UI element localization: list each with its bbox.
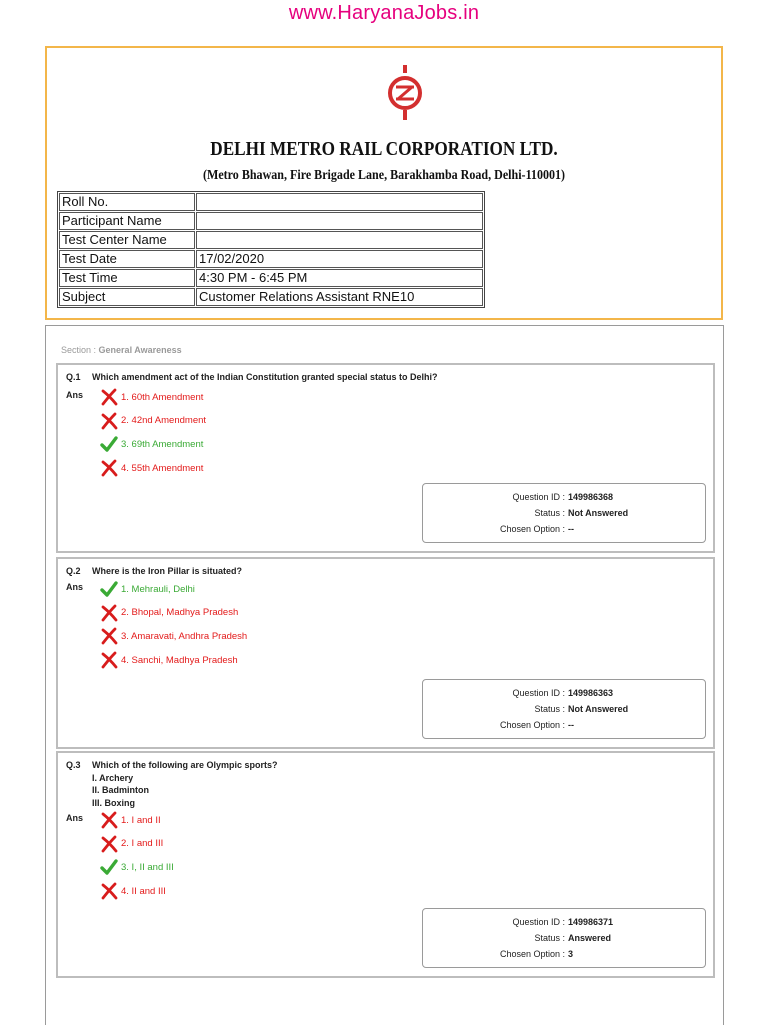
section-label: Section : General Awareness bbox=[61, 345, 182, 355]
info-value: Customer Relations Assistant RNE10 bbox=[196, 288, 483, 306]
info-row bbox=[59, 231, 483, 249]
info-label: Test Center Name bbox=[59, 231, 195, 249]
info-value bbox=[196, 212, 483, 230]
option-text: 4. II and III bbox=[121, 885, 166, 897]
question-status-panel bbox=[422, 908, 706, 968]
question-id-label: Question ID : bbox=[512, 917, 565, 927]
check-icon bbox=[100, 858, 118, 876]
cross-icon bbox=[100, 882, 118, 900]
question-id-label: Question ID : bbox=[512, 492, 565, 502]
option-text: 3. 69th Amendment bbox=[121, 438, 204, 450]
answer-option bbox=[100, 604, 238, 622]
check-icon bbox=[100, 435, 118, 453]
question-text bbox=[66, 565, 242, 578]
info-row bbox=[59, 212, 483, 230]
option-text: 3. Amaravati, Andhra Pradesh bbox=[121, 630, 248, 642]
cross-icon bbox=[100, 627, 118, 645]
corporation-name: DELHI METRO RAIL CORPORATION LTD. bbox=[210, 138, 558, 160]
chosen-option-value: -- bbox=[568, 524, 574, 534]
cross-icon bbox=[100, 651, 118, 669]
question-id-value: 149986368 bbox=[568, 492, 614, 502]
question-text bbox=[66, 759, 278, 809]
info-label: Test Time bbox=[59, 269, 195, 287]
site-url[interactable]: www.HaryanaJobs.in bbox=[288, 2, 480, 24]
info-row bbox=[59, 288, 483, 306]
info-value: 4:30 PM - 6:45 PM bbox=[196, 269, 483, 287]
question-id-label: Question ID : bbox=[512, 688, 565, 698]
question-block bbox=[56, 557, 715, 749]
answer-label: Ans bbox=[66, 582, 84, 592]
answer-option bbox=[100, 580, 195, 598]
option-text: 4. 55th Amendment bbox=[121, 462, 204, 474]
question-number: Q.3 bbox=[66, 760, 81, 770]
info-row bbox=[59, 193, 483, 211]
answer-option bbox=[100, 835, 163, 853]
cross-icon bbox=[100, 604, 118, 622]
answer-status-value: Not Answered bbox=[568, 508, 629, 518]
question-text bbox=[66, 371, 438, 384]
option-text: 1. I and II bbox=[121, 814, 161, 826]
chosen-option-label: Chosen Option : bbox=[499, 720, 565, 730]
response-sheet bbox=[45, 325, 724, 1025]
question-statement: III. Boxing bbox=[92, 797, 136, 808]
question-id-value: 149986363 bbox=[568, 688, 614, 698]
corporation-address: (Metro Bhawan, Fire Brigade Lane, Barakhamba Road, Delhi-110001) bbox=[202, 168, 566, 183]
question-status-panel bbox=[422, 679, 706, 739]
chosen-option-label: Chosen Option : bbox=[499, 524, 565, 534]
question-id-value: 149986371 bbox=[568, 917, 614, 927]
info-value: 17/02/2020 bbox=[196, 250, 483, 268]
answer-option bbox=[100, 435, 203, 453]
cross-icon bbox=[100, 835, 118, 853]
answer-option bbox=[100, 651, 238, 669]
chosen-option-label: Chosen Option : bbox=[499, 949, 565, 959]
answer-status-label: Status : bbox=[534, 704, 565, 714]
candidate-info-table bbox=[57, 191, 485, 308]
info-label: Roll No. bbox=[59, 193, 195, 211]
answer-option bbox=[100, 882, 166, 900]
answer-status-value: Not Answered bbox=[568, 704, 629, 714]
question-statement: I. Archery bbox=[92, 772, 134, 783]
info-label: Participant Name bbox=[59, 212, 195, 230]
chosen-option-value: -- bbox=[568, 720, 574, 730]
question-stem: Where is the Iron Pillar is situated? bbox=[92, 566, 243, 576]
answer-status-value: Answered bbox=[568, 933, 612, 943]
question-number: Q.2 bbox=[66, 566, 81, 576]
info-value bbox=[196, 193, 483, 211]
question-statement: II. Badminton bbox=[92, 785, 149, 795]
answer-option bbox=[100, 412, 206, 430]
answer-status-label: Status : bbox=[534, 508, 565, 518]
answer-label: Ans bbox=[66, 390, 84, 400]
answer-option bbox=[100, 459, 203, 477]
question-number: Q.1 bbox=[66, 372, 81, 382]
info-label: Subject bbox=[59, 288, 195, 306]
check-icon bbox=[100, 580, 118, 598]
answer-label: Ans bbox=[66, 813, 84, 823]
info-label: Test Date bbox=[59, 250, 195, 268]
cross-icon bbox=[100, 412, 118, 430]
question-block bbox=[56, 751, 715, 978]
exam-header bbox=[45, 46, 723, 320]
answer-option bbox=[100, 627, 247, 645]
chosen-option-value: 3 bbox=[568, 949, 574, 959]
option-text: 3. I, II and III bbox=[121, 861, 174, 873]
option-text: 1. 60th Amendment bbox=[121, 391, 204, 403]
answer-option bbox=[100, 811, 161, 829]
question-block bbox=[56, 363, 715, 553]
cross-icon bbox=[100, 459, 118, 477]
answer-option bbox=[100, 858, 174, 876]
option-text: 2. 42nd Amendment bbox=[121, 415, 207, 427]
question-stem: Which amendment act of the Indian Constitution granted special status to Delhi? bbox=[92, 372, 438, 382]
dmrc-logo-icon bbox=[387, 65, 423, 121]
option-text: 1. Mehrauli, Delhi bbox=[121, 583, 195, 595]
option-text: 2. I and III bbox=[121, 838, 164, 850]
question-stem: Which of the following are Olympic sports? bbox=[92, 760, 278, 770]
answer-option bbox=[100, 388, 203, 406]
info-row bbox=[59, 250, 483, 268]
option-text: 4. Sanchi, Madhya Pradesh bbox=[121, 654, 238, 666]
option-text: 2. Bhopal, Madhya Pradesh bbox=[121, 607, 239, 619]
info-row bbox=[59, 269, 483, 287]
cross-icon bbox=[100, 388, 118, 406]
question-status-panel bbox=[422, 483, 706, 543]
answer-status-label: Status : bbox=[534, 933, 565, 943]
info-value bbox=[196, 231, 483, 249]
cross-icon bbox=[100, 811, 118, 829]
